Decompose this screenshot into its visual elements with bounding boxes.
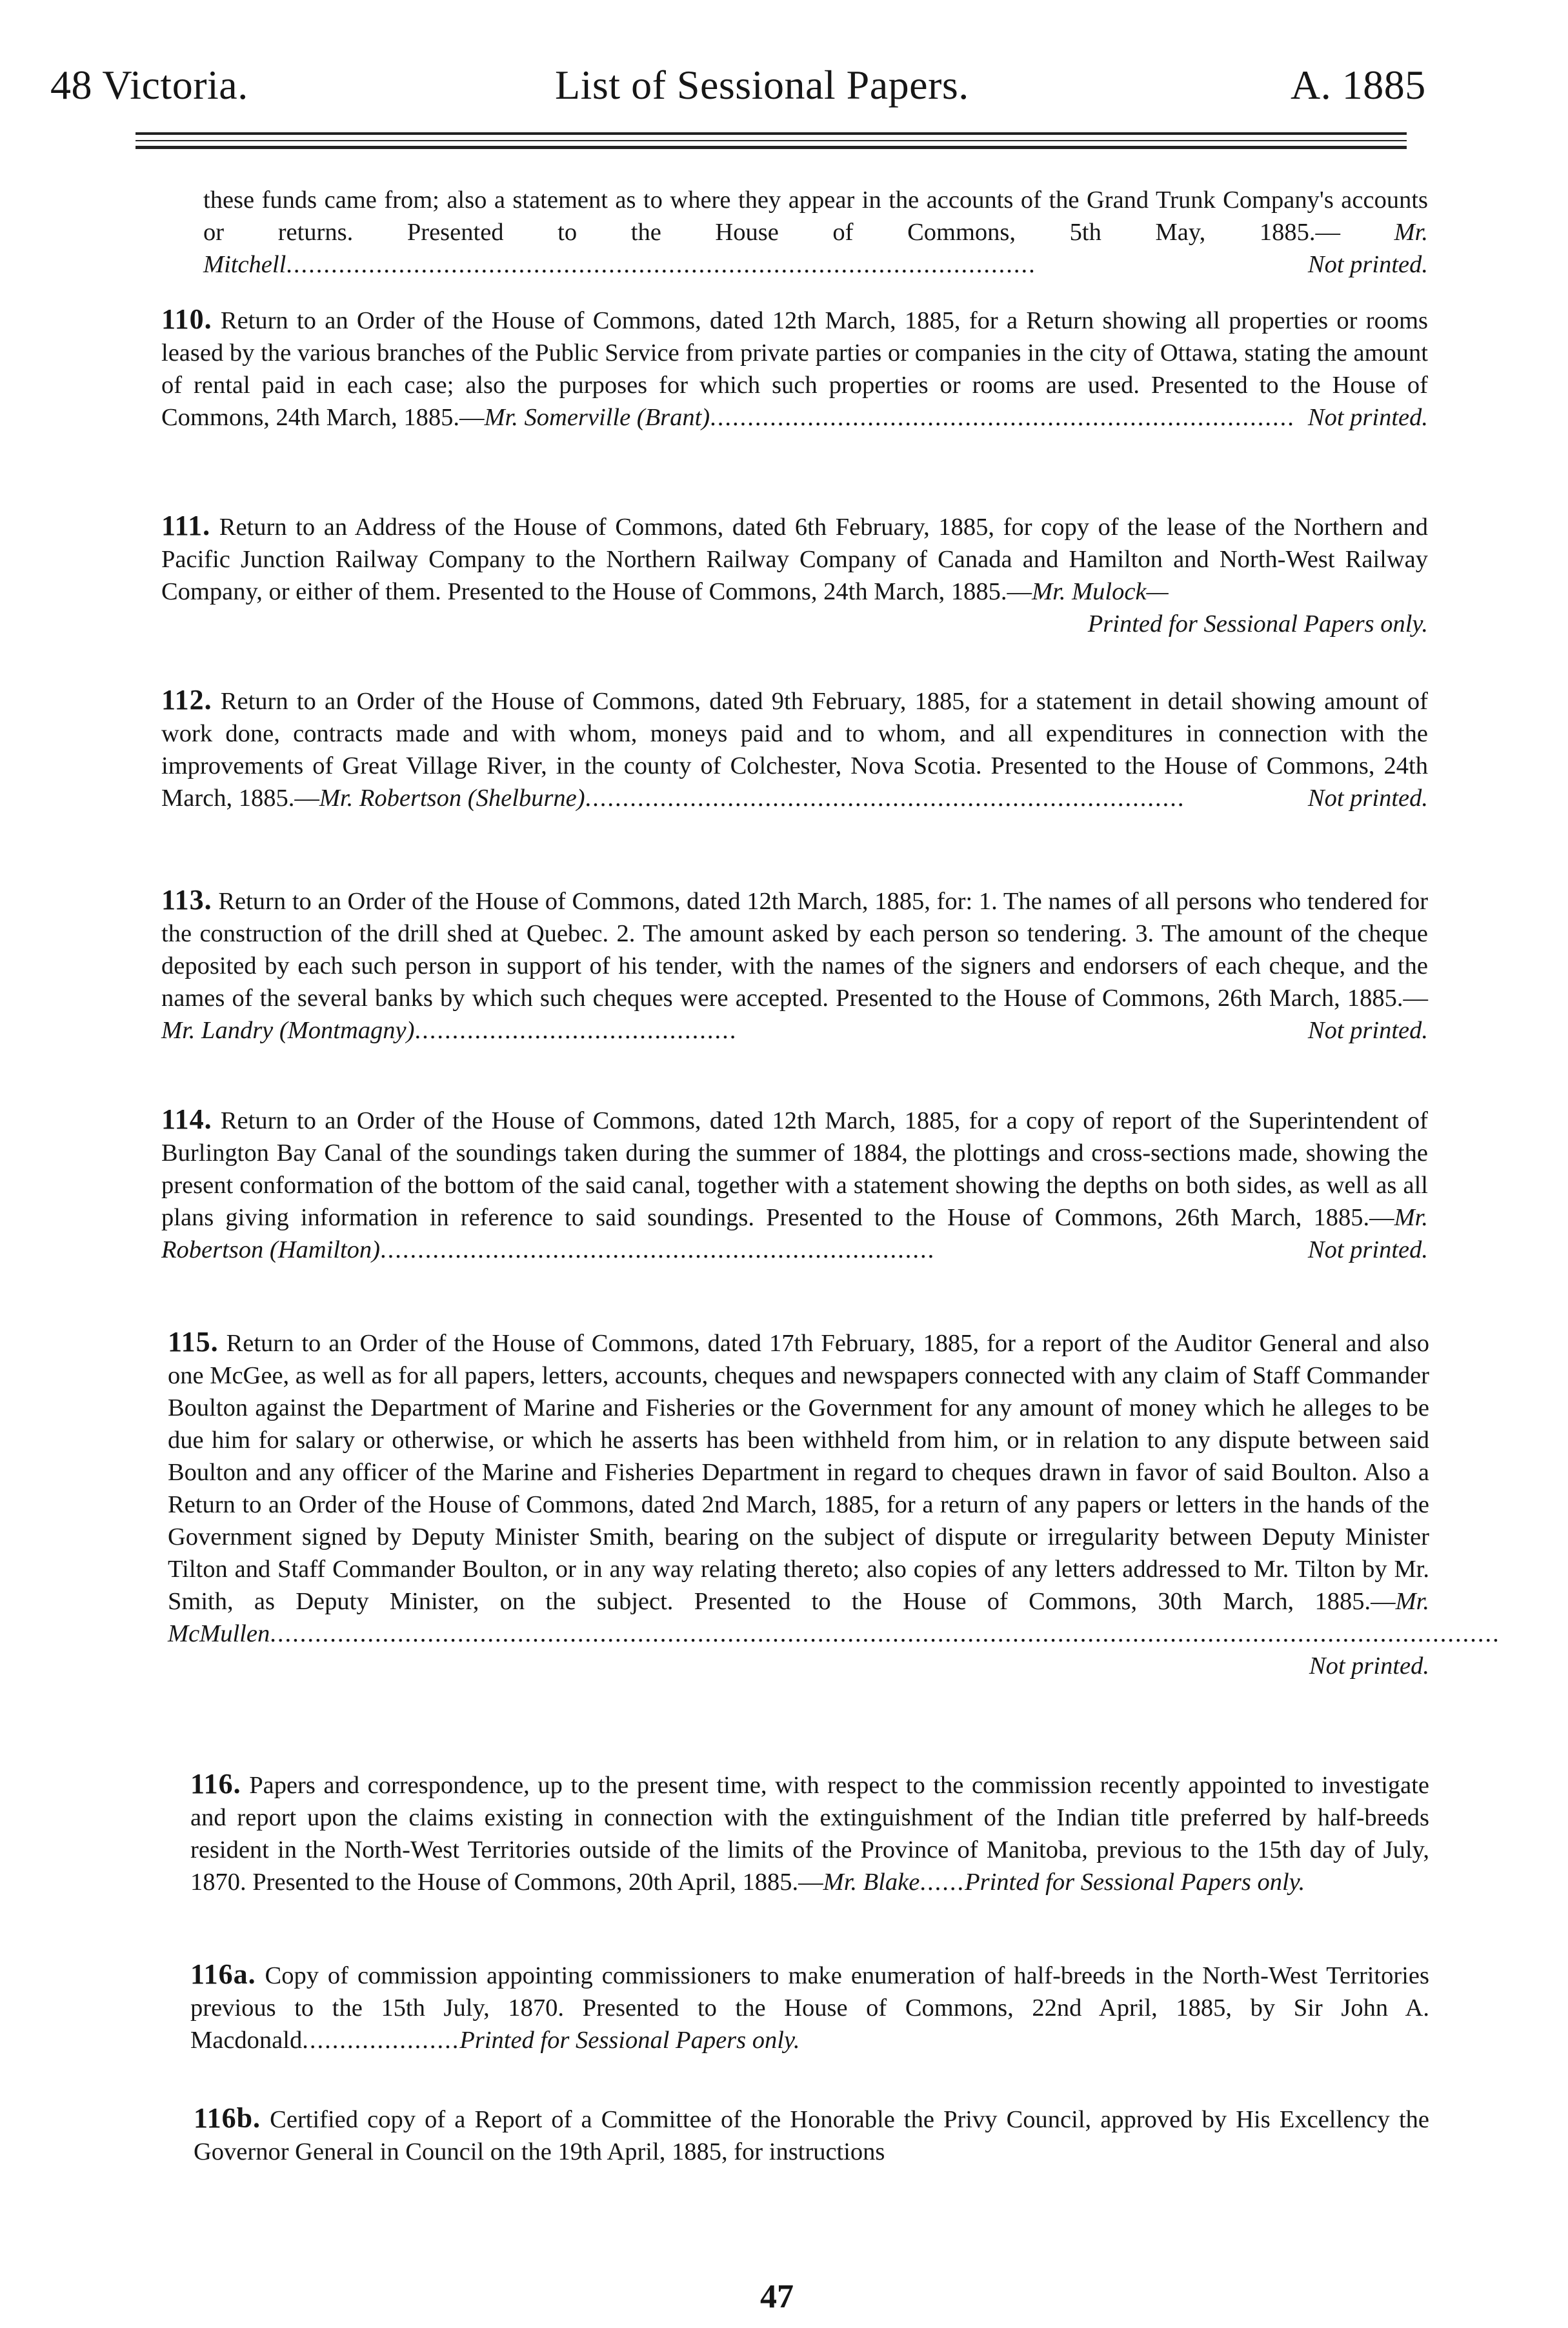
list-item <box>190 1768 1429 1898</box>
list-item <box>161 1103 1428 1266</box>
entry-status: Printed for Sessional Papers only. <box>459 2027 800 2054</box>
entry-mover: Mr. Blake <box>823 1869 920 1896</box>
entry-mover: Mr. Somerville (Brant) <box>484 404 710 431</box>
entry-mover: Mr. Mulock— <box>1032 578 1169 605</box>
dot-leaders: .............................................................................. <box>710 404 1295 431</box>
entry-status: Not printed. <box>1304 1650 1429 1682</box>
entry-status: Not printed. <box>1303 1014 1428 1047</box>
entry-number: 116b. <box>194 2102 261 2134</box>
header-rule-top <box>136 132 1407 135</box>
entry-status: Not printed. <box>1303 782 1428 814</box>
entry-status: Not printed. <box>1303 248 1428 281</box>
dot-leaders: ........................................... <box>414 1017 738 1044</box>
entry-status: Printed for Sessional Papers only. <box>1083 608 1428 640</box>
entry-text: Return to an Order of the House of Commons, dated 17th February, 1885, for a report of the Auditor General and also one McGee, as well as for all papers, letters, accounts, cheques and newspapers connected with any claim of Staff Commander Boulton against the Department of Marine and Fisheries or the Government for any amount of money which he alleges to be due him for salary or otherwise, or which he asserts has been withheld from him, or in relation to any dispute between said Boulton and any officer of the Marine and Fisheries Department in regard to cheques drawn in favor of said Boulton. Also a Return to an Order of the House of Commons, dated 2nd March, 1885, for a return of any papers or letters in the hands of the Government signed by Deputy Minister Smith, bearing on the subject of dispute or irregularity between Deputy Minister Tilton and Staff Commander Boulton, or in any way relating thereto; also copies of any letters addressed to Mr. Tilton by Mr. Smith, as Deputy Minister, on the subject. Presented to the House of Commons, 30th March, 1885.— <box>168 1330 1430 1615</box>
entry-mover: Mr. Robertson (Hamilton) <box>161 1204 1428 1263</box>
entry-text: Certified copy of a Report of a Committee of the Honorable the Privy Council, approved by His Excellency the Governor General in Council on the 19th April, 1885, for instructions <box>194 2106 1430 2165</box>
dot-leaders: ...... <box>920 1869 965 1896</box>
entry-text: Return to an Order of the House of Commons, dated 12th March, 1885, for a Return showing all properties or rooms leased by the various branches of the Public Service from private parties or companies in the city of Ottawa, stating the amount of rental paid in each case; also the purposes for which such properties or rooms are used. Presented to the House of Commons, 24th March, 1885.— <box>161 307 1429 431</box>
list-item <box>194 2102 1429 2168</box>
header-rule-bottom <box>136 146 1407 149</box>
entry-number: 116. <box>190 1768 241 1800</box>
entry-mover: Mr. Mitchell <box>203 219 1429 278</box>
entry-mover: Mr. McMullen <box>168 1588 1429 1647</box>
list-item <box>190 1958 1429 2056</box>
entry-text: Return to an Order of the House of Commons, dated 9th February, 1885, for a statement in detail showing amount of work done, contracts made and with whom, moneys paid and to whom, and all expenditures in connection with the improvements of Great Village River, in the county of Colchester, Nova Scotia. Presented to the House of Commons, 24th March, 1885.— <box>161 688 1428 812</box>
running-head-year: A. 1885 <box>1291 62 1426 108</box>
header-rule-middle <box>136 140 1407 141</box>
entry-mover: Mr. Robertson (Shelburne) <box>319 785 585 812</box>
entry-mover: Mr. Landry (Montmagny) <box>161 1017 415 1044</box>
dot-leaders: .................................................................................................................................................................... <box>270 1620 1500 1647</box>
list-item <box>161 684 1428 814</box>
entry-text: Return to an Order of the House of Commons, dated 12th March, 1885, for a copy of report of the Superintendent of Burlington Bay Canal of the soundings taken during the summer of 1884, the plottings and cross-sections made, showing the present conformation of the bottom of the said canal, together with a statement showing the depths on both sides, as well as all plans giving information in reference to said soundings. Presented to the House of Commons, 26th March, 1885.— <box>161 1107 1428 1231</box>
entry-text: these funds came from; also a statement as to where they appear in the accounts of the Grand Trunk Company's accounts or returns. Presented to the House of Commons, 5th May, 1885.— <box>203 186 1428 246</box>
dot-leaders: .................................................................................................... <box>286 251 1036 278</box>
entry-number: 114. <box>161 1103 212 1135</box>
list-item <box>203 184 1428 281</box>
entry-status: Not printed. <box>1303 401 1428 434</box>
entry-number: 115. <box>168 1326 219 1358</box>
list-item <box>161 303 1428 434</box>
page-number: 47 <box>760 2278 794 2315</box>
dot-leaders: ................................................................................ <box>585 785 1185 812</box>
entry-text: Return to an Order of the House of Commons, dated 12th March, 1885, for: 1. The names of all persons who tendered for the construction of the drill shed at Quebec. 2. The amount asked by each person so tendering. 3. The amount of the cheque deposited by each such person in support of his tender, with the names of the signers and endorsers of each cheque, and the names of the several banks by which such cheques were accepted. Presented to the House of Commons, 26th March, 1885.— <box>161 888 1429 1012</box>
entry-text: Return to an Address of the House of Commons, dated 6th February, 1885, for copy of the lease of the Northern and Pacific Junction Railway Company to the Northern Railway Company of Canada and Hamilton and North-West Railway Company, or either of them. Presented to the House of Commons, 24th March, 1885.— <box>161 514 1429 605</box>
entry-number: 116a. <box>190 1958 256 1990</box>
entry-number: 112. <box>161 684 212 716</box>
dot-leaders: .......................................................................... <box>379 1236 936 1263</box>
entry-number: 113. <box>161 884 212 916</box>
entry-text: Papers and correspondence, up to the present time, with respect to the commission recently appointed to investigate and report upon the claims existing in connection with the extinguishment of the Indian title preferred by half-breeds resident in the North-West Territories outside of the limits of the Province of Manitoba, previous to the 15th day of July, 1870. Presented to the House of Commons, 20th April, 1885.— <box>190 1772 1429 1896</box>
list-item <box>168 1326 1500 1682</box>
entry-status: Not printed. <box>1303 1234 1428 1266</box>
running-head-title: List of Sessional Papers. <box>555 62 969 108</box>
dot-leaders: ..................... <box>302 2027 460 2054</box>
entry-status: Printed for Sessional Papers only. <box>965 1869 1305 1896</box>
entry-number: 110. <box>161 303 212 335</box>
running-head-session: 48 Victoria. <box>50 62 248 108</box>
list-item <box>161 510 1428 640</box>
entry-text: Copy of commission appointing commissioners to make enumeration of half-breeds in the North-West Territories previous to the 15th July, 1870. Presented to the House of Commons, 22nd April, 1885, by Sir John A. Macdonald <box>190 1962 1429 2054</box>
list-item <box>161 884 1428 1047</box>
entry-number: 111. <box>161 510 211 541</box>
